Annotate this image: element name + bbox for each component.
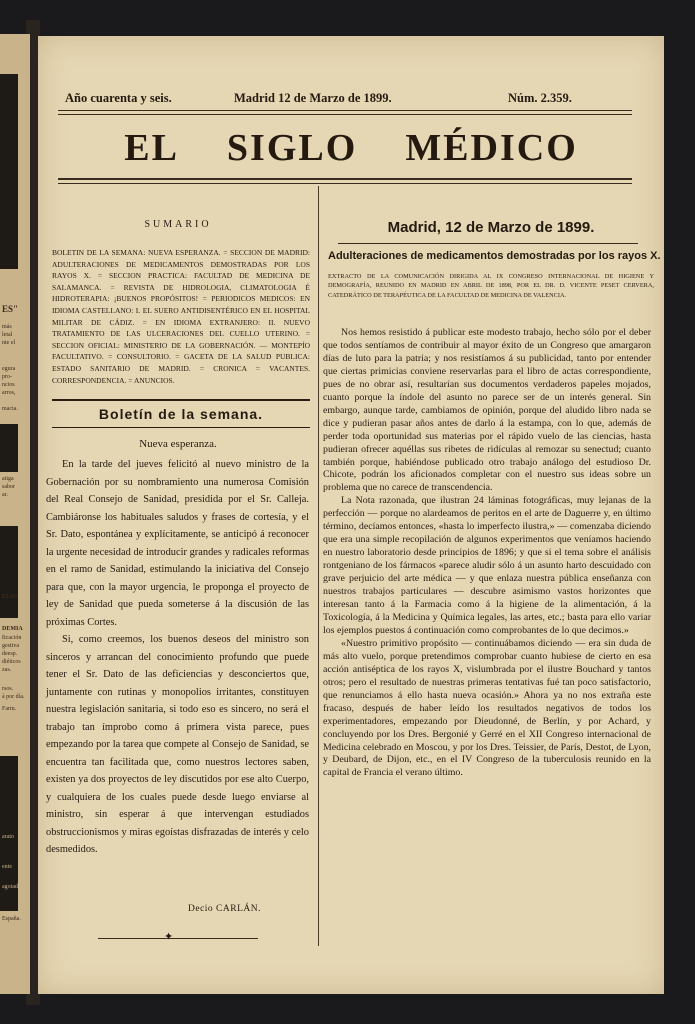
column-divider bbox=[318, 186, 319, 946]
article-paragraph: «Nuestro primitivo propósito — continuábamos diciendo — era sin duda de más alto vuelo, porque pretendimos comprobar cuanto hubiese de cierto en esa acción antiséptica de los rayos X, vislumbrada por el ilustre Bouchard y tantos otros; pero el resultado de nuestras primeras tentativas fué tan poco satisfactorio, que renunciamos á ello hasta nueva ocasión.» Ahora ya no nos extraña este fracaso, después de haber leído los resultados negativos de todos los experimentadores, empezando por Dieudonné, de Berlín, y por Achard, y concluyendo por los Dres. Bergonié y Gerré en el XII Congreso internacional de Medicina celebrado en Moscou, y por los Dres. Teissier, de París, Destot, de Lyon, y Deubard, de Dijon, etc., en el IV Congreso de la tuberculosis reunido en la capital de Francia el verano último. bbox=[323, 637, 651, 779]
adjacent-fragment: sabor bbox=[2, 484, 15, 490]
masthead-el: EL bbox=[124, 127, 179, 169]
boletin-heading: Boletín de la semana. bbox=[52, 399, 310, 428]
adjacent-page-dark-block bbox=[0, 199, 18, 269]
masthead-title bbox=[38, 126, 664, 170]
masthead-medico: MÉDICO bbox=[405, 127, 578, 169]
adjacent-page-edge bbox=[0, 34, 30, 994]
adjacent-fragment: ente bbox=[2, 864, 12, 870]
adjacent-fragment: deesp. bbox=[2, 651, 18, 657]
adjacent-fragment: arros, bbox=[2, 390, 16, 396]
adjacent-fragment: diéticos bbox=[2, 659, 21, 665]
adjacent-page-dark-block bbox=[0, 424, 18, 472]
article-abstract: EXTRACTO DE LA COMUNICACIÓN DIRIGIDA AL IX CONGRESO INTERNACIONAL DE HIGIENE Y DEMOGRAFÍA, REUNIDO EN MADRID EN ABRIL DE 1898, POR EL DR. D. VICENTE PESET CERVERA, CATEDRÁTICO DE TERAPÉUTICA DE LA FACULTAD DE MEDICINA DE VALENCIA. bbox=[328, 273, 654, 299]
adjacent-fragment: á por día. bbox=[2, 694, 25, 700]
adjacent-fragment: arato bbox=[2, 834, 14, 840]
boletin-paragraph: Si, como creemos, los buenos deseos del ministro son sinceros y arrancan del conocimiento profundo que puede tener el Sr. Dato de las deficiencias y desconciertos que, juntamente con rutinas y monopolios irritantes, constituyen nuestra legislación sanitaria, si todo eso es sincero, no será el trabajo tan ímprobo como á primera vista parece, pues empezando por la tarea que compete al Consejo de Sanidad, se encuentra tan facilitada que, como nuestros lectores saben, existen ya dos proyectos de ley discutidos por ese alto Cuerpo, y cualquiera de los cuales puede desde luego enviarse al ministro, sin esperar á que intervengan estudiados obstruccionismos y miras egoístas disfrazadas de interés y celo desmedidos. bbox=[46, 634, 309, 855]
adjacent-fragment: ficación bbox=[2, 635, 22, 641]
adjacent-fragment: rsos. bbox=[2, 686, 14, 692]
article-paragraph: Nos hemos resistido á publicar este modesto trabajo, hecho sólo por el deber que todos sentíamos de contribuir al mayor éxito de un Congreso que amargaron días de luto para la patria; y nos resistíamos á su publicidad, tanto por entender que ciertas primicias conviene reservarlas para el libro de actas correspondiente, pues de no obrar así, resultarían sus documentos verdaderos papeles mojados, cuanto porque la índole del asunto no parece ser de un interés general. Sin embargo, aunque tarde, cambiamos de opinión, porque del aludido libro nada se dice y pudieran pasar años antes de darlo á la estampa, con lo que, además de perder toda oportunidad sus materias por el rápido vuelo de las ciencias, hasta pudieran ofrecer aquéllas sus ribetes de ridículas al remozar su senectud; cuanto también porque, habiéndose publicado otro trabajo análogo del estudioso Dr. Chicote, podrán los aficionados completar con el nuestro sus ideas sobre un problema que no carece de transcendencia. bbox=[323, 327, 651, 494]
adjacent-fragment: gestiva bbox=[2, 643, 19, 649]
boletin-paragraph: En la tarde del jueves felicitó al nuevo ministro de la Gobernación por su nombramiento una numerosa Comisión del Real Consejo de Sanidad, presidida por el Sr. Calleja. Cambiáronse los habituales saludos y frases de cortesía, y el Sr. Dato, espontánea y explícitamente, se anticipó á reconocer la urgente necesidad de introducir grandes y radicales reformas en el ramo de Sanidad, estimulando la iniciativa del Consejo para que, con la mayor urgencia, le proponga el proyecto de ley de Sanidad que pueda someterse á la discusión de las próximas Cortes. bbox=[46, 459, 309, 628]
newspaper-page bbox=[38, 36, 664, 994]
adjacent-fragment: ES" bbox=[2, 304, 19, 314]
boletin-body bbox=[46, 456, 309, 859]
adjacent-fragment: España. bbox=[2, 916, 21, 922]
masthead-siglo: SIGLO bbox=[226, 127, 358, 169]
masthead-rule bbox=[58, 183, 632, 184]
adjacent-page-dark-block bbox=[0, 526, 18, 618]
adjacent-fragment: pro- bbox=[2, 374, 12, 380]
adjacent-fragment: atiga bbox=[2, 476, 14, 482]
adjacent-fragment: egura bbox=[2, 366, 16, 372]
closing-ornament-icon: ✦ bbox=[164, 931, 174, 943]
boletin-signature: Decio CARLÁN. bbox=[188, 904, 261, 914]
adjacent-fragment: ELAS bbox=[2, 594, 18, 600]
adjacent-fragment: letal bbox=[2, 332, 13, 338]
adjacent-page-dark-block bbox=[0, 74, 18, 204]
adjacent-fragment: Farm. bbox=[2, 706, 17, 712]
header-rule bbox=[58, 114, 632, 115]
sumario-heading: SUMARIO bbox=[144, 219, 212, 230]
article-body bbox=[323, 327, 651, 780]
adjacent-fragment: ncios bbox=[2, 382, 15, 388]
adjacent-fragment: macia. bbox=[2, 406, 18, 412]
header-year: Año cuarenta y seis. bbox=[65, 91, 172, 105]
boletin-subtitle: Nueva esperanza. bbox=[139, 438, 217, 450]
article-date-heading: Madrid, 12 de Marzo de 1899. bbox=[387, 219, 595, 236]
header-date: Madrid 12 de Marzo de 1899. bbox=[234, 91, 392, 105]
adjacent-fragment: ar. bbox=[2, 492, 8, 498]
adjacent-fragment: nte el bbox=[2, 340, 16, 346]
adjacent-fragment: zas. bbox=[2, 667, 12, 673]
article-title: Adulteraciones de medicamentos demostradas por los rayos X. bbox=[328, 250, 661, 262]
article-heading-rule bbox=[338, 243, 638, 244]
article-paragraph: La Nota razonada, que ilustran 24 láminas fotográficas, muy lejanas de la perfección — porque no alardeamos de peritos en el arte de Daguerre y, en último término, decíamos entonces, «hasta lo imperfecto ilustra,» — comenzaba diciendo que era una simple recopilación de algunos experimentos que veníamos haciendo en nuestro laboratorio desde principios de 1896; y que si el tema sobre el análisis rontgeniano de los fármacos «parece aludir sólo á un asunto harto descuidado con grave perjuicio del arte médica — y que enlaza nuestra pública enseñanza con nuestros trabajos particulares — descubre asimismo vastos horizontes que interesan tanto á la Farmacia como á la higiene de la alimentación, á la Toxicología, á la Medicina y Química legales, las artes, etc.; basta para ello variar los ejemplos puestos á continuación como comprobantes de lo que decimos.» bbox=[323, 495, 651, 636]
sumario-text: BOLETIN DE LA SEMANA: NUEVA ESPERANZA. = SECCION DE MADRID: ADULTERACIONES DE MEDICAMENTOS DEMOSTRADAS POR LOS RAYOS X. = SECCION PRACTICA: FACULTAD DE MEDICINA DE SALAMANCA. = REVISTA DE HIDROLOGIA, CLIMATOLOGIA É HIDROTERAPIA: ¡BUENOS PROPÓSITOS! = PERIODICOS MEDICOS: EN IDIOMA CASTELLANO: I. EL SUERO ANTIDISENTÉRICO EN EL HOSPITAL MILITAR DE CÁDIZ. = EN IDIOMA EXTRANJERO: II. NUEVO TRATAMIENTO DE LAS ULCERACIONES DEL CUELLO UTERINO. = SECCION OFICIAL: MINISTERIO DE LA GOBERNACIÓN. — MONTEPÍO FACULTATIVO. = CONSULTORIO. = GACETA DE LA SALUD PUBLICA: ESTADO SANITARIO DE MADRID. = CRONICA = VACANTES. CORRESPONDENCIA. = ANUNCIOS. bbox=[52, 248, 310, 385]
adjacent-fragment: agotados. bbox=[2, 884, 25, 890]
adjacent-fragment: más bbox=[2, 324, 12, 330]
masthead-rule bbox=[58, 178, 632, 180]
header-rule bbox=[58, 110, 632, 111]
header-number: Núm. 2.359. bbox=[508, 91, 572, 105]
adjacent-fragment: DEMIA bbox=[2, 626, 23, 632]
closing-ornament-rule bbox=[98, 938, 258, 939]
